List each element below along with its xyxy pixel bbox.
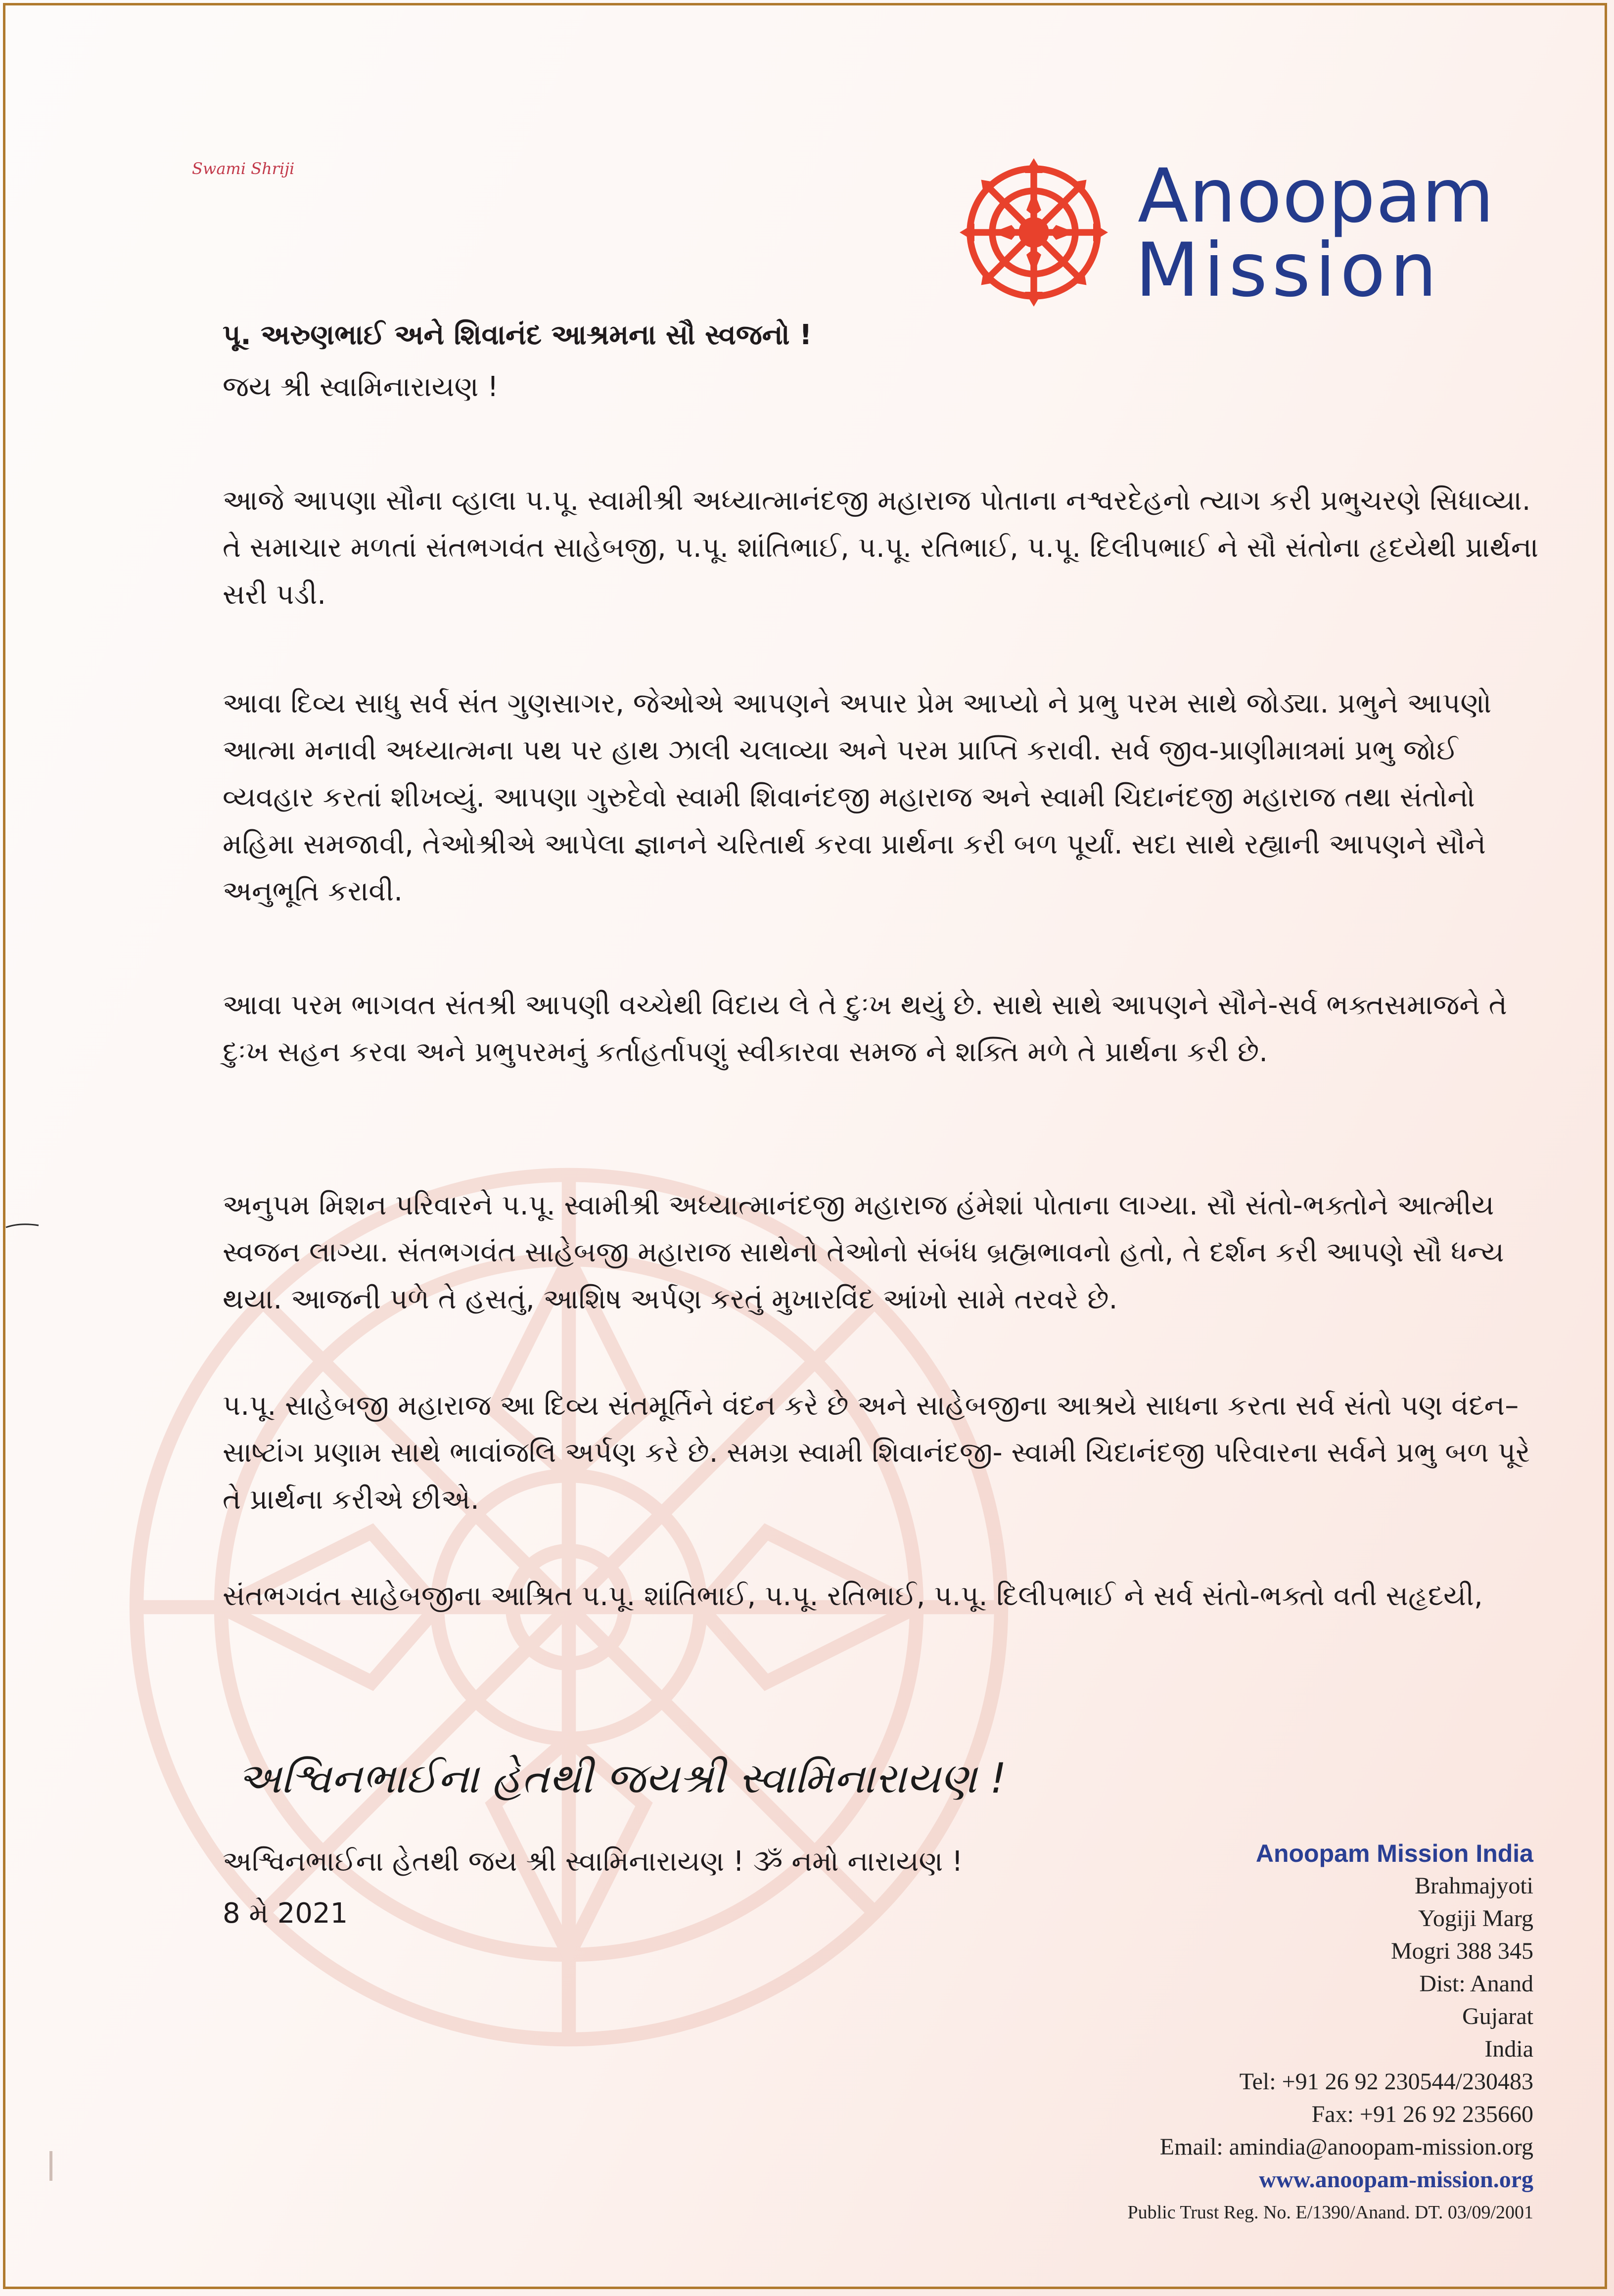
paragraph-2: આવા દિવ્ય સાધુ સર્વ સંત ગુણસાગર, જેઓએ આપણને અપાર પ્રેમ આપ્યો ને પ્રભુ પરમ સાથે જોડ્યા. પ્રભુને આપણો આત્મા મનાવી અધ્યાત્મના પથ પર હાથ ઝાલી ચલાવ્યા અને પરમ પ્રાપ્તિ કરાવી. સર્વ જીવ-પ્રાણીમાત્રમાં પ્રભુ જોઈ વ્યવહાર કરતાં શીખવ્યું. આપણા ગુરુદેવો સ્વામી શિવાનંદજી મહારાજ અને સ્વામી ચિદાનંદજી મહારાજ તથા સંતોનો મહિમા સમજાવી, તેઓશ્રીએ આપેલા જ્ઞાનને ચરિતાર્થ કરવા પ્રાર્થના કરી બળ પૂર્યાં. સદા સાથે રહ્યાની આપણને સૌને અનુભૂતિ કરાવી. [223, 687, 1492, 907]
salutation: પૂ. અરુણભાઈ અને શિવાનંદ આશ્રમના સૌ સ્વજનો ! [223, 319, 812, 351]
margin-mark [49, 2151, 52, 2181]
address-line: Brahmajyoti [1415, 1873, 1533, 1899]
address-website: www.anoopam-mission.org [1259, 2166, 1533, 2193]
greeting: જય શ્રી સ્વામિનારાયણ ! [223, 371, 499, 403]
address-block [989, 1837, 1533, 2229]
swami-shriji-stamp: Swami Shriji [192, 159, 295, 178]
address-fax: Fax: +91 26 92 235660 [1311, 2101, 1533, 2127]
address-email: Email: amindia@anoopam-mission.org [1159, 2134, 1533, 2160]
margin-mark [5, 1221, 40, 1229]
address-line: Dist: Anand [1419, 1971, 1533, 1997]
address-line: Gujarat [1462, 2003, 1533, 2029]
logo-wordmark-mission: Mission [1135, 227, 1441, 314]
address-org: Anoopam Mission India [1255, 1840, 1533, 1867]
logo-wordmark-anoopam: Anoopam [1138, 153, 1495, 239]
address-line: Mogri 388 345 [1391, 1938, 1533, 1964]
svg-text:અશ્વિનભાઈના હેતથી જયશ્રી સ્વામ: અશ્વિનભાઈના હેતથી જયશ્રી સ્વામિનારાયણ ! [237, 1754, 1007, 1802]
paragraph-3: આવા પરમ ભાગવત સંતશ્રી આપણી વચ્ચેથી વિદાય લે તે દુઃખ થયું છે. સાથે સાથે આપણને સૌને-સર્વ ભક્તસમાજને તે દુઃખ સહન કરવા અને પ્રભુપરમનું કર્તાહર્તાપણું સ્વીકારવા સમજ ને શક્તિ મળે તે પ્રાર્થના કરી છે. [223, 989, 1507, 1068]
letter-date: 8 મે 2021 [223, 1897, 348, 1930]
chakra-logo-icon [960, 158, 1108, 307]
address-line: India [1484, 2036, 1533, 2062]
address-line: Yogiji Marg [1418, 1905, 1533, 1932]
paragraph-1: આજે આપણા સૌના વ્હાલા પ.પૂ. સ્વામીશ્રી અધ્યાત્માનંદજી મહારાજ પોતાના નશ્વરદેહનો ત્યાગ કરી પ્રભુચરણે સિધાવ્યા. તે સમાચાર મળતાં સંતભગવંત સાહેબજી, પ.પૂ. શાંતિભાઈ, પ.પૂ. રતિભાઈ, પ.પૂ. દિલીપભાઈ ને સૌ સંતોના હૃદયેથી પ્રાર્થના સરી પડી. [223, 485, 1539, 611]
paragraph-5: પ.પૂ. સાહેબજી મહારાજ આ દિવ્ય સંતમૂર્તિને વંદન કરે છે અને સાહેબજીના આશ્રયે સાધના કરતા સર્વ સંતો પણ વંદન–સાષ્ટાંગ પ્રણામ સાથે ભાવાંજલિ અર્પણ કરે છે. સમગ્ર સ્વામી શિવાનંદજી- સ્વામી ચિદાનંદજી પરિવારના સર્વને પ્રભુ બળ પૂરે તે પ્રાર્થના કરીએ છીએ. [223, 1390, 1530, 1516]
paragraph-4: અનુપમ મિશન પરિવારને પ.પૂ. સ્વામીશ્રી અધ્યાત્માનંદજી મહારાજ હંમેશાં પોતાના લાગ્યા. સૌ સંતો-ભક્તોને આત્મીય સ્વજન લાગ્યા. સંતભગવંત સાહેબજી મહારાજ સાથેનો તેઓનો સંબંધ બ્રહ્મભાવનો હતો, તે દર્શન કરી આપણે સૌ ધન્ય થયા. આજની પળે તે હસતું, આશિષ અર્પણ કરતું મુખારવિંદ આંખો સામે તરવરે છે. [223, 1189, 1504, 1315]
handwritten-signature [232, 1743, 1321, 1817]
anoopam-mission-logo [960, 153, 1528, 312]
trust-registration: Public Trust Reg. No. E/1390/Anand. DT. 03/09/2001 [1127, 2202, 1533, 2223]
closing-line: અશ્વિનભાઈના હેતથી જય શ્રી સ્વામિનારાયણ ! ૐ નમો નારાયણ ! [223, 1846, 963, 1878]
address-tel: Tel: +91 26 92 230544/230483 [1239, 2069, 1533, 2095]
paragraph-6: સંતભગવંત સાહેબજીના આશ્રિત પ.પૂ. શાંતિભાઈ, પ.પૂ. રતિભાઈ, પ.પૂ. દિલીપભાઈ ને સર્વ સંતો-ભક્તો વતી સહૃદયી, [223, 1580, 1483, 1612]
